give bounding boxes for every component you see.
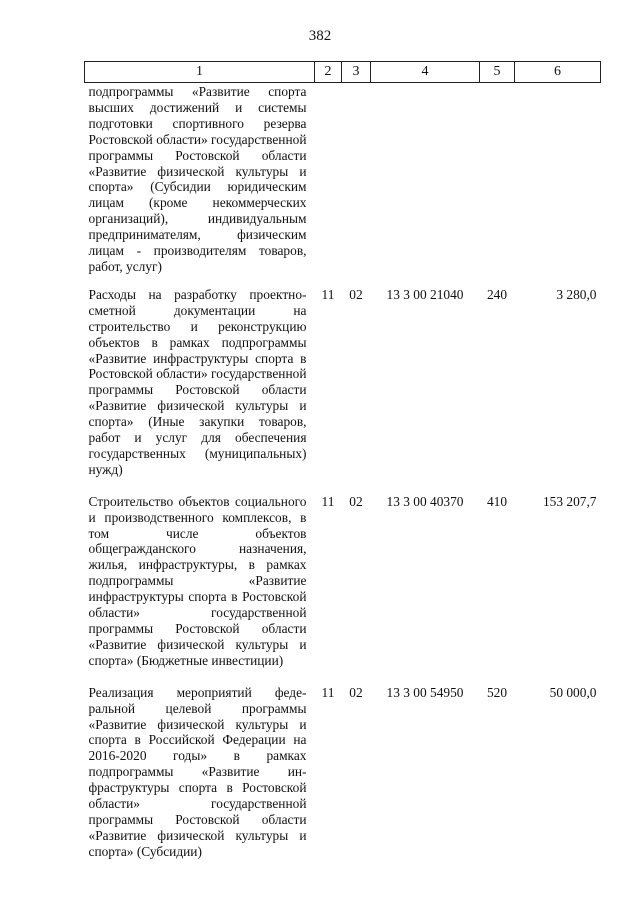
table-row-continuation — [85, 83, 601, 275]
row-amount: 153 207,7 — [542, 493, 597, 509]
row-expense-type: 240 — [486, 286, 508, 302]
row-target-article: 13 3 00 54950 — [386, 684, 464, 700]
header-col-2: 2 — [315, 62, 342, 83]
row-subsection: 02 — [349, 684, 363, 700]
row-amount: 50 000,0 — [549, 684, 597, 700]
budget-table — [84, 61, 601, 864]
table-row — [85, 275, 601, 482]
row-description: Реализация мероприятий федеральной целевой программы «Развитие физической культуры и спорта в Российской Федерации на 2016-2020 годы» в рамках подпрограммы «Развитие инфраструктуры спорта в Ростовской области» государственной программы Ростовской области «Развитие физической культуры и спорта» (Субсидии) — [88, 684, 307, 859]
table-row — [85, 673, 601, 864]
row-expense-type: 410 — [486, 493, 508, 509]
header-col-5: 5 — [480, 62, 515, 83]
row-description: Строительство объектов социального и производственного комплексов, в том числе объектов общегражданского назначения, жилья, инфраструктуры, в рамках подпрограммы «Развитие инфраструктуры спорта в Ростовской области» государственной программы Ростовской области «Развитие физической культуры и спорта» (Бюджетные инвестиции) — [88, 493, 307, 668]
row-subsection: 02 — [349, 493, 363, 509]
row-target-article: 13 3 00 21040 — [386, 286, 464, 302]
row-section: 11 — [321, 493, 335, 509]
row-expense-type: 520 — [486, 684, 508, 700]
row-description: Расходы на разработку проектно-сметной документации на строительство и реконструкцию объектов в рамках подпрограммы «Развитие инфраструктуры спорта в Ростовской области» государственной программы Ростовской области «Развитие физической культуры и спорта» (Иные закупки товаров, работ и услуг для обеспечения государственных (муниципальных) нужд) — [88, 286, 307, 477]
header-col-4: 4 — [371, 62, 480, 83]
header-row — [85, 62, 601, 83]
row-description: подпрограммы «Развитие спорта высших достижений и системы подготовки спортивного резерва Ростовской области» государственной программы Ростовской области «Развитие физической культуры и спорта» (Субсидии юридическим лицам (кроме некоммерческих организаций), индивидуальным предпринимателям, физическим лицам - производителям товаров, работ, услуг) — [88, 84, 307, 274]
header-col-3: 3 — [342, 62, 371, 83]
row-subsection: 02 — [349, 286, 363, 302]
header-col-1: 1 — [85, 62, 315, 83]
page-number: 382 — [308, 28, 332, 44]
row-section: 11 — [321, 286, 335, 302]
row-section: 11 — [321, 684, 335, 700]
table-row — [85, 482, 601, 673]
header-col-6: 6 — [515, 62, 601, 83]
row-target-article: 13 3 00 40370 — [386, 493, 464, 509]
row-amount: 3 280,0 — [556, 286, 597, 302]
